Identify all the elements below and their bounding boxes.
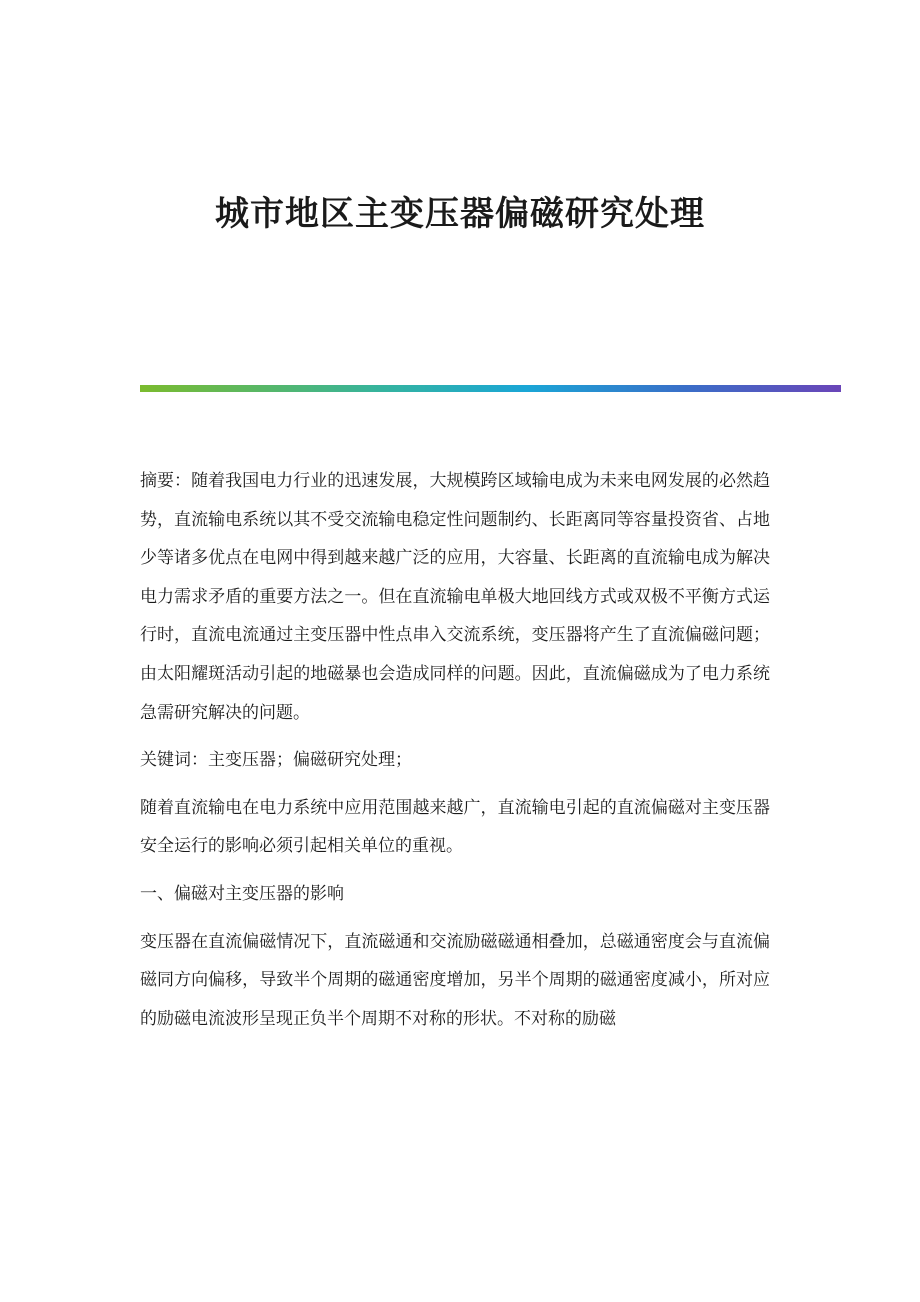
intro-paragraph: 随着直流输电在电力系统中应用范围越来越广，直流输电引起的直流偏磁对主变压器安全运行的影响必须引起相关单位的重视。 bbox=[140, 797, 770, 857]
section-body-paragraph: 变压器在直流偏磁情况下，直流磁通和交流励磁磁通相叠加，总磁通密度会与直流偏磁同方向偏移，导致半个周期的磁通密度增加，另半个周期的磁通密度减小，所对应的励磁电流波形呈现正负半个周期不对称的形状。不对称的励磁 bbox=[140, 931, 770, 1029]
keywords-paragraph: 关键词：主变压器；偏磁研究处理； bbox=[140, 750, 412, 771]
document-title: 城市地区主变压器偏磁研究处理 bbox=[215, 194, 705, 234]
section-heading: 一、偏磁对主变压器的影响 bbox=[140, 883, 344, 904]
abstract-paragraph: 摘要：随着我国电力行业的迅速发展，大规模跨区域输电成为未来电网发展的必然趋势，直流输电系统以其不受交流输电稳定性问题制约、长距离同等容量投资省、占地少等诸多优点在电网中得到越来越广泛的应用，大容量、长距离的直流输电成为解决电力需求矛盾的重要方法之一。但在直流输电单极大地回线方式或双极不平衡方式运行时，直流电流通过主变压器中性点串入交流系统，变压器将产生了直流偏磁问题；由太阳耀斑活动引起的地磁暴也会造成同样的问题。因此，直流偏磁成为了电力系统急需研究解决的问题。 bbox=[140, 471, 770, 723]
document-body bbox=[140, 462, 770, 1047]
gradient-divider bbox=[140, 385, 841, 392]
